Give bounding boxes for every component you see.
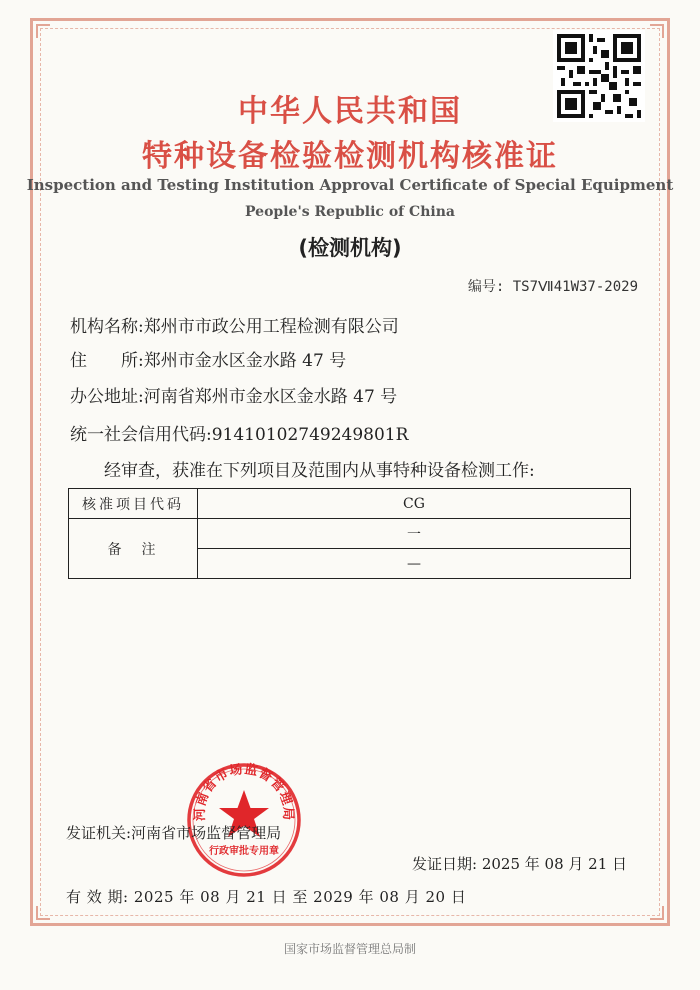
table-row — [69, 519, 631, 549]
official-seal-stamp — [184, 760, 304, 880]
certificate-title-en-line2: People's Republic of China — [245, 204, 455, 220]
remarks-value: — — [198, 549, 631, 579]
address-value: 郑州市金水区金水路 47 号 — [143, 351, 347, 371]
remarks-value: 一 — [198, 519, 631, 549]
svg-text:行政审批专用章: 行政审批专用章 — [209, 846, 279, 857]
validity-to: 2029 年 08 月 20 日 — [313, 888, 467, 906]
certificate-number-value: TS7Ⅶ41W37-2029 — [512, 279, 638, 295]
border-corner — [650, 906, 664, 920]
issue-date-label: 发证日期: — [412, 855, 478, 873]
credit-code-row — [70, 420, 408, 445]
office-address-value: 河南省郑州市金水区金水路 47 号 — [143, 387, 398, 407]
credit-code-value: 91410102749249801R — [211, 425, 409, 445]
certificate-title-en-line1: Inspection and Testing Institution Approval Certificate of Special Equipment — [26, 176, 674, 194]
credit-code-label: 统一社会信用代码: — [70, 425, 212, 445]
issuing-authority-label: 发证机关: — [66, 824, 132, 842]
validity-to-label: 至 — [292, 888, 308, 906]
item-code-value: CG — [198, 489, 631, 519]
remarks-label: 备 注 — [69, 519, 198, 579]
certificate-title-cn-line2: 特种设备检验检测机构核准证 — [142, 139, 558, 174]
org-name-value: 郑州市市政公用工程检测有限公司 — [143, 317, 399, 337]
validity-from: 2025 年 08 月 21 日 — [133, 888, 288, 906]
address-label: 住 所: — [70, 351, 144, 371]
office-address-row — [70, 382, 397, 407]
border-corner — [650, 24, 664, 38]
certificate-number — [468, 276, 638, 296]
org-name-label: 机构名称: — [70, 317, 144, 337]
certificate-title-cn-line1: 中华人民共和国 — [238, 94, 462, 129]
issuing-authority — [66, 822, 281, 843]
approval-items-table — [68, 488, 631, 579]
footer-issuer: 国家市场监督管理总局制 — [283, 942, 416, 956]
issuing-authority-value: 河南省市场监督管理局 — [131, 824, 282, 842]
issue-date-value: 2025 年 08 月 21 日 — [481, 855, 628, 873]
border-corner — [36, 906, 50, 920]
validity-period — [66, 886, 466, 907]
office-address-label: 办公地址: — [70, 387, 144, 407]
institution-type: (检测机构) — [298, 236, 402, 260]
address-row — [70, 346, 346, 371]
svg-text:河南省市场监督管理局: 河南省市场监督管理局 — [192, 762, 296, 822]
org-name-row — [70, 312, 399, 337]
issue-date — [412, 853, 627, 874]
table-row — [69, 489, 631, 519]
validity-label: 有 效 期: — [66, 888, 129, 906]
certificate-number-label: 编号: — [467, 279, 505, 295]
item-code-label: 核准项目代码 — [69, 489, 198, 519]
approval-statement: 经审查，获准在下列项目及范围内从事特种设备检测工作: — [104, 461, 535, 481]
border-corner — [36, 24, 50, 38]
